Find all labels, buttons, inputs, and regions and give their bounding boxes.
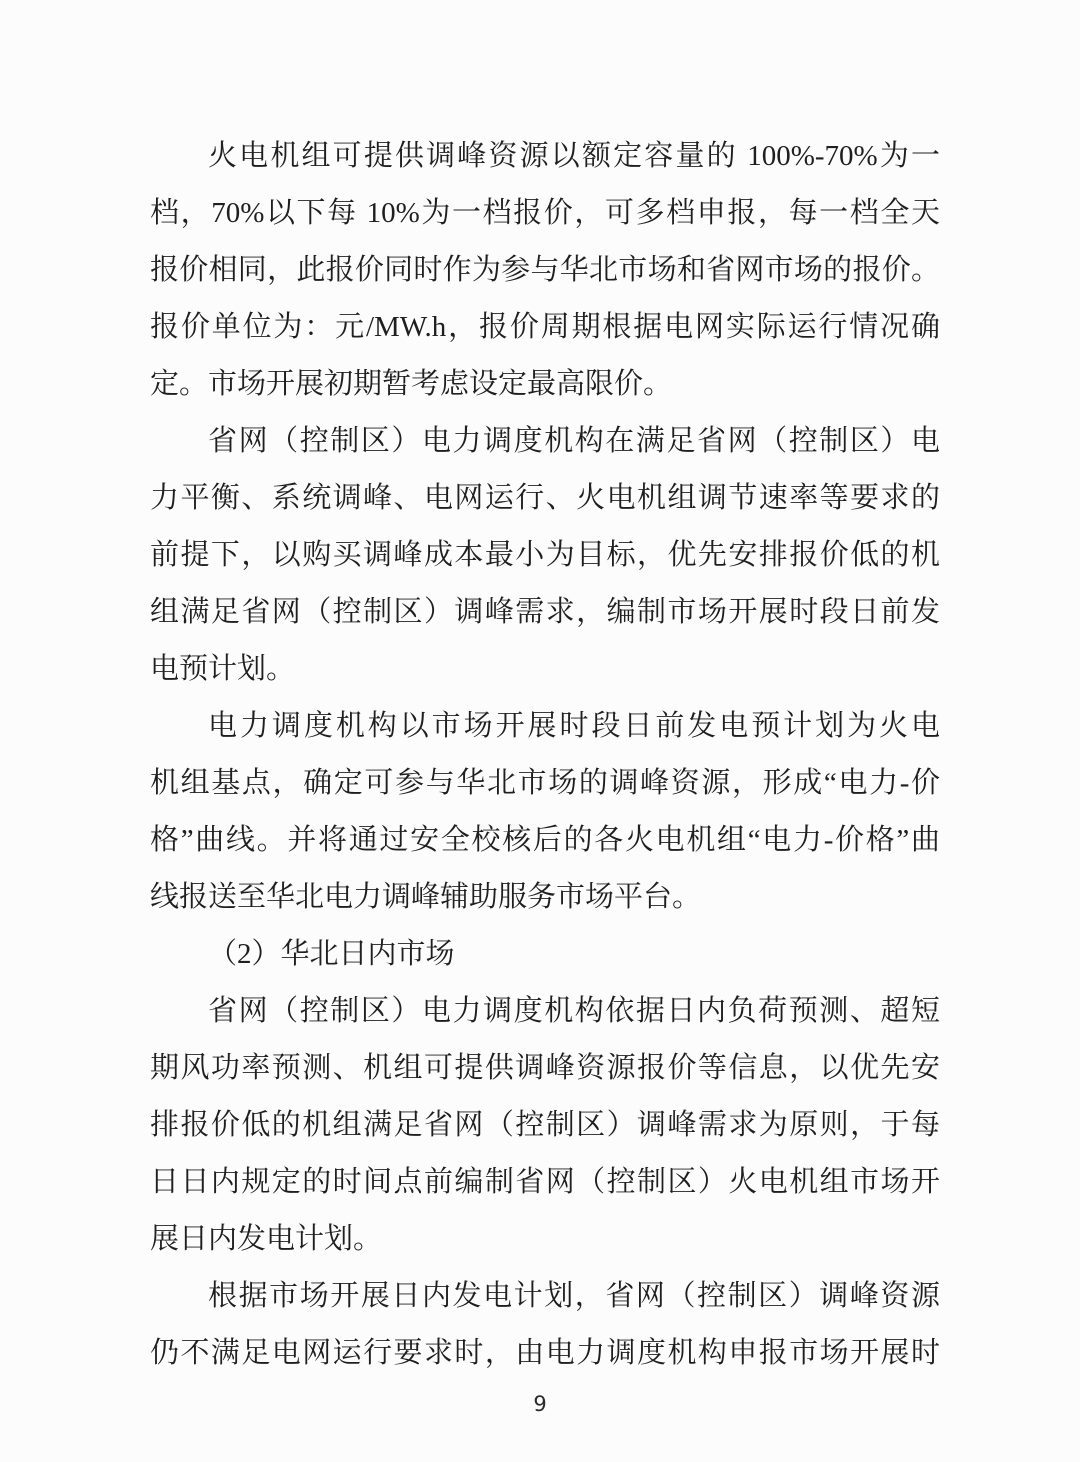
text-line: 电预计划。 <box>150 653 296 685</box>
text-line: 线报送至华北电力调峰辅助服务市场平台。 <box>150 881 702 913</box>
paragraph-pricing-rules <box>150 128 940 413</box>
paragraph-power-price-curve <box>150 698 940 926</box>
text-line: 格”曲线。并将通过安全校核后的各火电机组“电力-价格”曲 <box>150 824 940 856</box>
paragraph-provincial-dispatch-day-ahead <box>150 413 940 698</box>
paragraph-intraday-generation-plan <box>150 983 940 1268</box>
text-line: 省网（控制区）电力调度机构在满足省网（控制区）电 <box>208 425 940 457</box>
text-line: 电力调度机构以市场开展时段日前发电预计划为火电 <box>208 710 940 742</box>
text-line: 根据市场开展日内发电计划，省网（控制区）调峰资源 <box>208 1280 940 1312</box>
text-line: 火电机组可提供调峰资源以额定容量的 100%-70%为一 <box>208 140 940 172</box>
text-line: 机组基点，确定可参与华北市场的调峰资源，形成“电力-价 <box>150 767 940 799</box>
text-line: 档，70%以下每 10%为一档报价，可多档申报，每一档全天 <box>150 197 940 229</box>
page-body <box>150 128 940 1382</box>
section-heading-north-china-intraday-market <box>150 926 940 983</box>
text-line: 省网（控制区）电力调度机构依据日内负荷预测、超短 <box>208 995 940 1027</box>
text-line: 定。市场开展初期暂考虑设定最高限价。 <box>150 368 673 400</box>
text-line: 日日内规定的时间点前编制省网（控制区）火电机组市场开 <box>150 1166 940 1198</box>
paragraph-intraday-shortfall <box>150 1268 940 1382</box>
text-line: 仍不满足电网运行要求时，由电力调度机构申报市场开展时 <box>150 1337 940 1369</box>
text-line: 组满足省网（控制区）调峰需求，编制市场开展时段日前发 <box>150 596 940 628</box>
text-line: 报价单位为：元/MW.h，报价周期根据电网实际运行情况确 <box>150 311 940 343</box>
text-line: 前提下，以购买调峰成本最小为目标，优先安排报价低的机 <box>150 539 940 571</box>
section-heading-text: （2）华北日内市场 <box>208 938 455 970</box>
text-line: 力平衡、系统调峰、电网运行、火电机组调节速率等要求的 <box>150 482 940 514</box>
text-line: 期风功率预测、机组可提供调峰资源报价等信息，以优先安 <box>150 1052 940 1084</box>
text-line: 展日内发电计划。 <box>150 1223 383 1255</box>
text-line: 报价相同，此报价同时作为参与华北市场和省网市场的报价。 <box>150 254 940 286</box>
page-number: 9 <box>533 1392 547 1416</box>
text-line: 排报价低的机组满足省网（控制区）调峰需求为原则，于每 <box>150 1109 940 1141</box>
